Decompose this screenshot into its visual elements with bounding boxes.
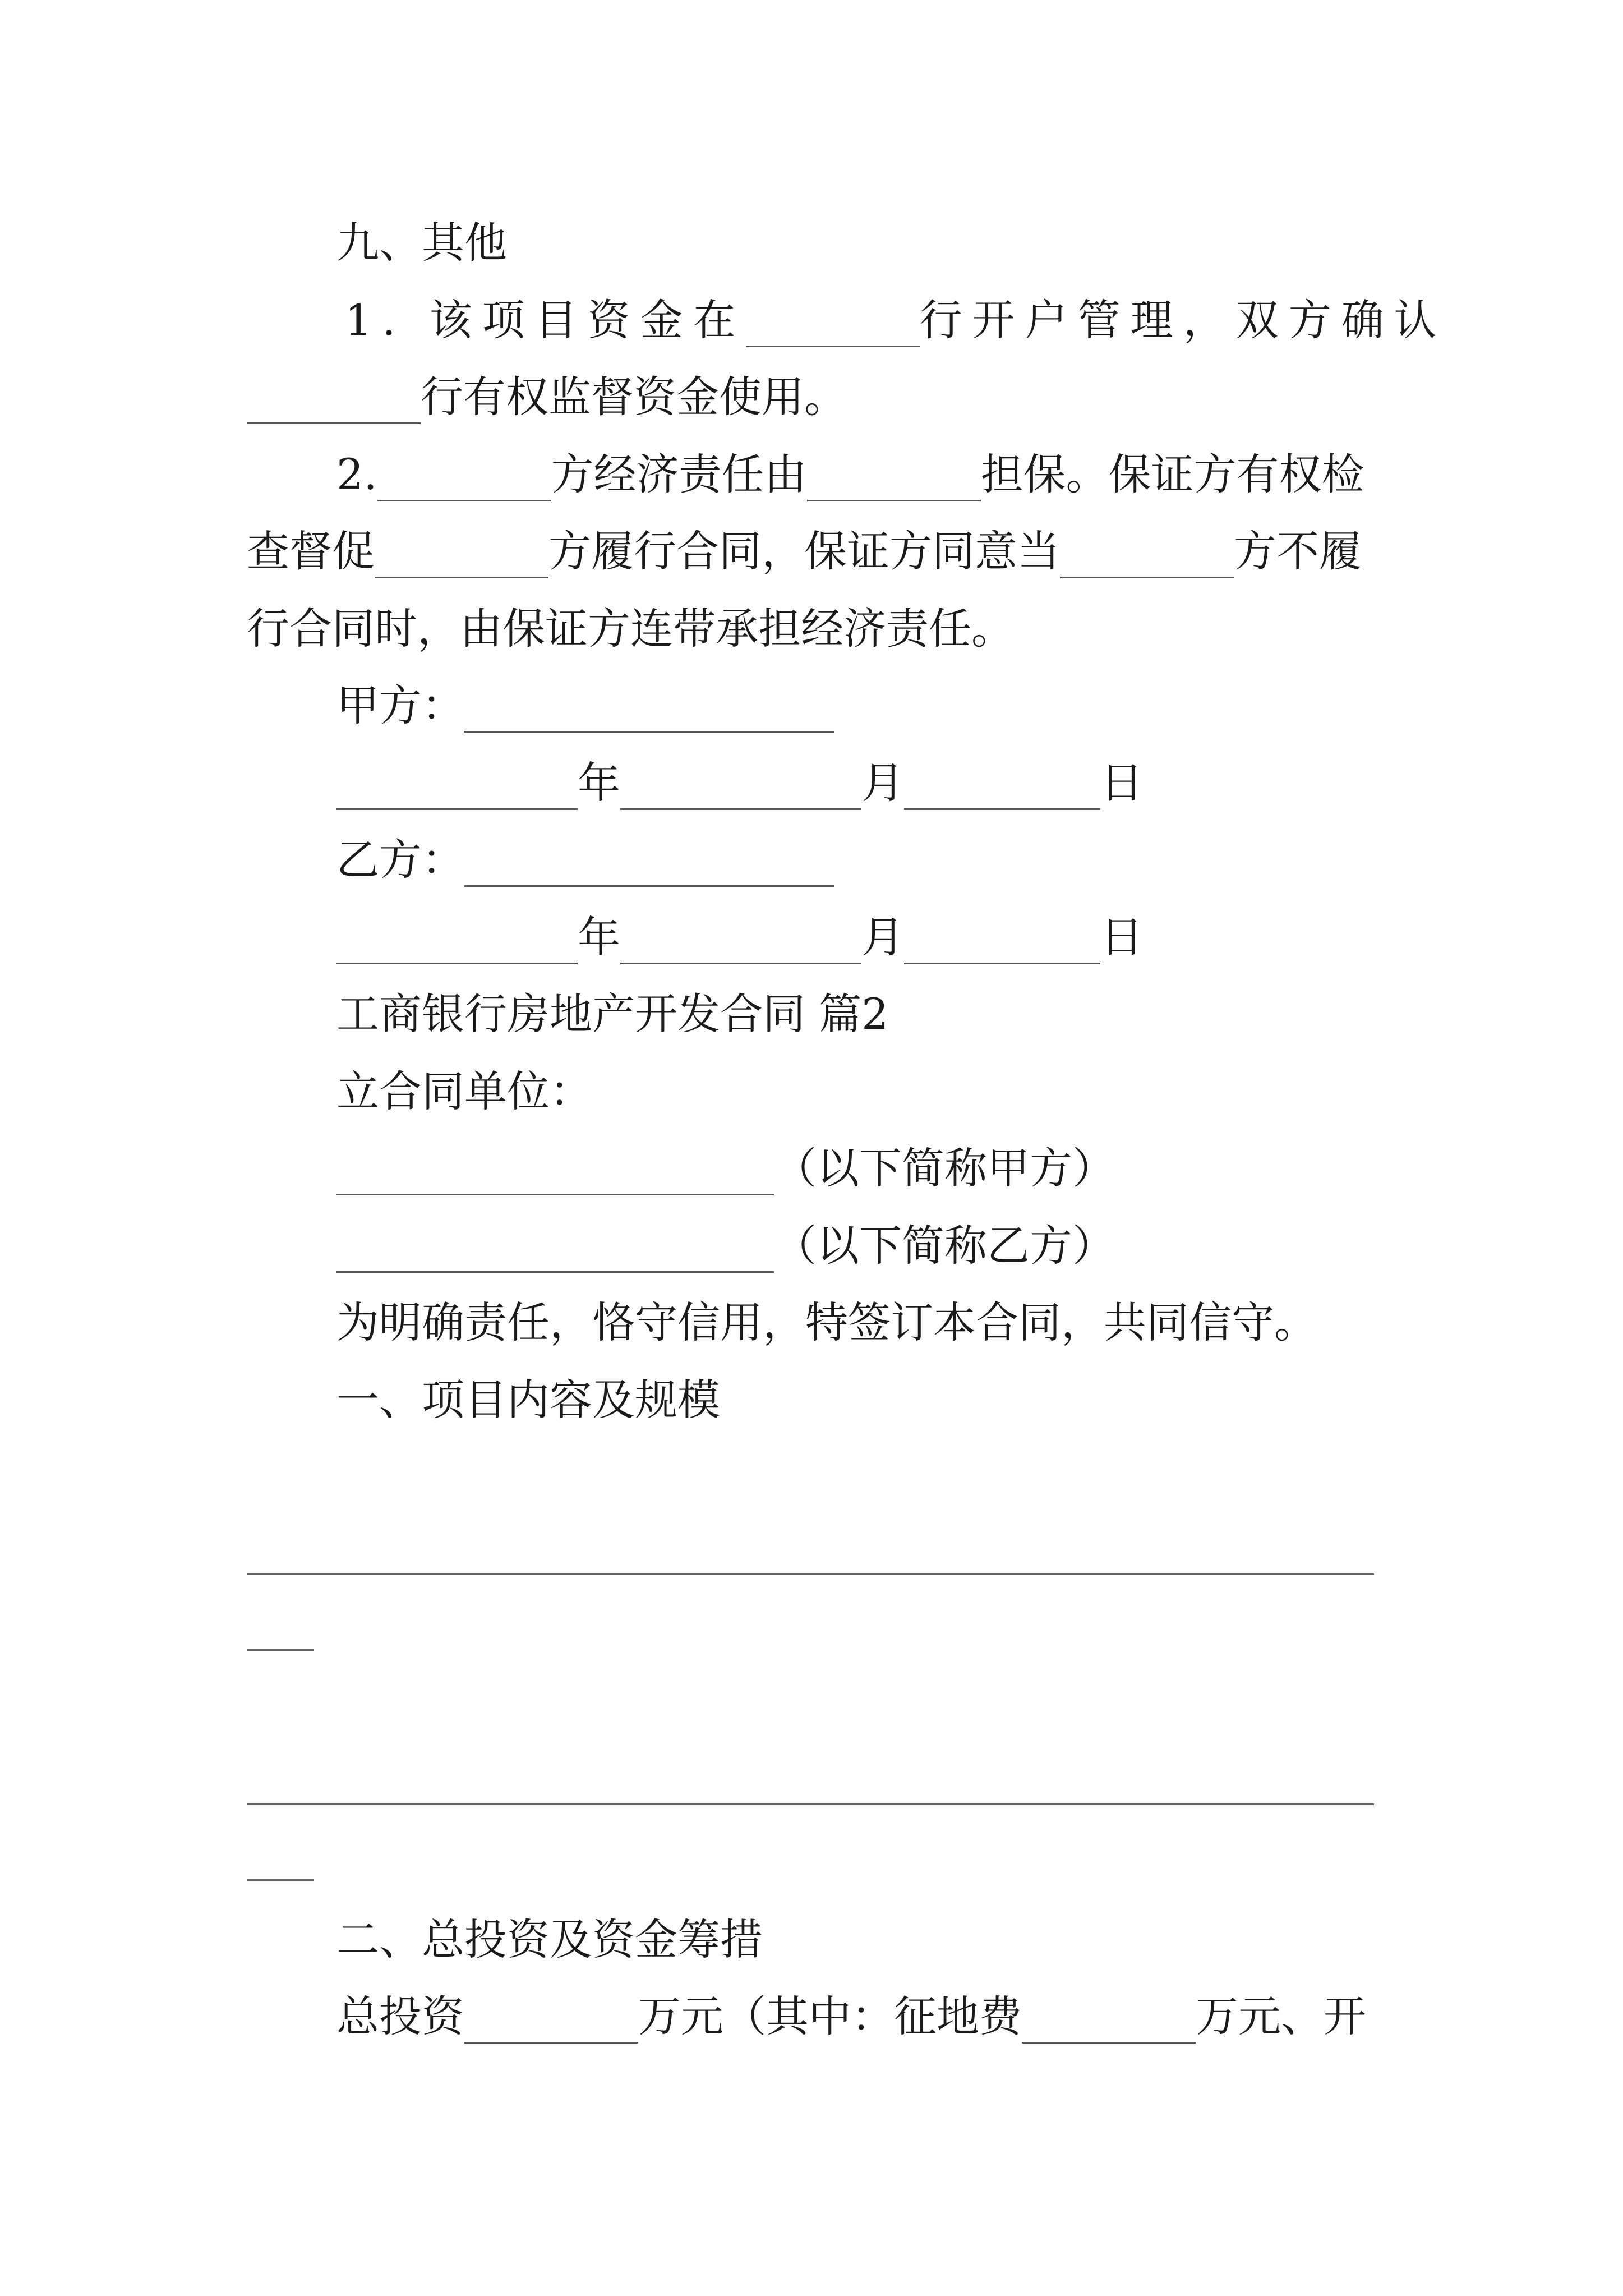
investment-text-c: 万元、开 (1196, 1991, 1366, 2041)
section-1-heading: 一、项目内容及规模 (336, 1375, 720, 1425)
section-2-heading: 二、总投资及资金筹措 (336, 1915, 763, 1964)
party-a-signature-line (336, 679, 834, 733)
section-9-heading: 九、其他 (336, 218, 507, 268)
day-label: 日 (1100, 758, 1143, 808)
item-1-line-2 (247, 370, 847, 424)
bank-name-blank[interactable] (746, 305, 920, 347)
year-label: 年 (578, 758, 620, 808)
intro-paragraph: 为明确责任，恪守信用，特签订本合同，共同信守。 (336, 1297, 1317, 1347)
party-a-blank[interactable] (464, 691, 834, 733)
land-fee-blank[interactable] (1022, 2001, 1196, 2044)
defaulting-party-blank[interactable] (1060, 536, 1234, 578)
year-label: 年 (578, 912, 620, 962)
party-b-year-blank[interactable] (336, 922, 578, 964)
item-2-text-b: 担保。保证方有权检 (980, 449, 1364, 499)
investment-text-b: 万元（其中：征地费 (638, 1991, 1022, 2041)
party-b-note: （以下简称乙方） (774, 1221, 1115, 1271)
supervised-party-blank[interactable] (375, 536, 548, 578)
party-blank[interactable] (377, 459, 551, 501)
project-content-blank-1-tail[interactable] (247, 1649, 314, 1651)
item-1-prefix: 1. 该项目资金在 (345, 295, 746, 345)
party-a-month-blank[interactable] (620, 768, 861, 810)
item-2-text-a: 方经济责任由 (551, 449, 807, 499)
item-2-text-e: 方不履 (1234, 526, 1362, 576)
party-a-date-line (336, 756, 1143, 810)
item-2-line-1 (336, 448, 1364, 501)
party-a-unit-blank[interactable] (336, 1153, 774, 1195)
party-a-year-blank[interactable] (336, 768, 578, 810)
item-2-line-2 (247, 524, 1362, 578)
investment-text-a: 总投资 (336, 1991, 464, 2041)
item-2-line-3: 行合同时，由保证方连带承担经济责任。 (247, 604, 1014, 654)
party-b-date-line (336, 910, 1143, 964)
party-b-month-blank[interactable] (620, 922, 861, 964)
project-content-blank-2[interactable] (247, 1803, 1374, 1805)
item-1-line-1 (345, 293, 1447, 347)
party-b-signature-line (336, 833, 834, 887)
party-a-label: 甲方： (336, 680, 464, 730)
party-b-blank[interactable] (464, 845, 834, 887)
item-2-number: 2. (336, 449, 377, 499)
project-content-blank-2-tail[interactable] (247, 1879, 314, 1881)
party-a-unit-line (336, 1142, 1115, 1195)
item-2-text-d: 方履行合同，保证方同意当 (548, 526, 1060, 576)
month-label: 月 (861, 912, 904, 962)
item-1-mid: 行开户管理，双方确认 (919, 295, 1447, 345)
project-content-blank-1[interactable] (247, 1573, 1374, 1575)
investment-line (336, 1990, 1366, 2044)
total-investment-blank[interactable] (464, 2001, 638, 2044)
party-a-day-blank[interactable] (904, 768, 1100, 810)
party-b-day-blank[interactable] (904, 922, 1100, 964)
item-1-suffix: 行有权监督资金使用。 (421, 372, 847, 422)
supervising-bank-blank[interactable] (247, 382, 421, 424)
guarantor-blank[interactable] (807, 459, 981, 501)
contracting-units-label: 立合同单位： (336, 1066, 592, 1116)
item-2-text-c: 查督促 (247, 526, 375, 576)
party-b-unit-blank[interactable] (336, 1231, 774, 1273)
party-a-note: （以下简称甲方） (774, 1143, 1115, 1193)
party-b-label: 乙方： (336, 835, 464, 885)
month-label: 月 (861, 758, 904, 808)
party-b-unit-line (336, 1219, 1115, 1273)
article-2-title: 工商银行房地产开发合同 篇2 (336, 989, 889, 1039)
day-label: 日 (1100, 912, 1143, 962)
